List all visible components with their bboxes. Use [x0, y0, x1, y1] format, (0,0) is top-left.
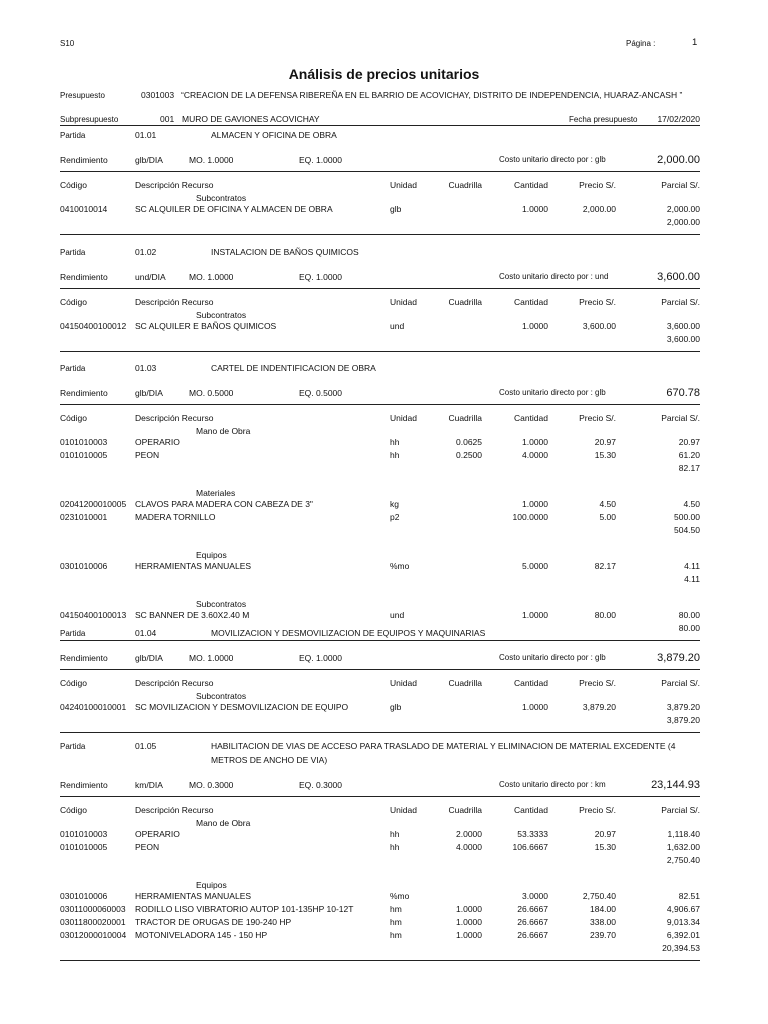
resource-unit: hm [390, 930, 402, 940]
resource-parcial: 500.00 [674, 512, 700, 522]
resource-cantidad: 1.0000 [522, 204, 548, 214]
rendimiento-unit: km/DIA [135, 780, 163, 790]
resource-cantidad: 26.6667 [517, 904, 548, 914]
partida-code: 01.03 [135, 363, 157, 373]
group-heading: Mano de Obra [196, 818, 251, 828]
col-descripcion: Descripción Recurso [135, 297, 214, 307]
mo-value: MO. 0.3000 [189, 780, 234, 790]
resource-parcial: 61.20 [678, 450, 700, 460]
group-heading: Subcontratos [196, 310, 247, 320]
costo-unitario-label: Costo unitario directo por : und [499, 272, 609, 281]
report-code: S10 [60, 39, 75, 48]
partida-code: 01.04 [135, 628, 157, 638]
col-precio: Precio S/. [579, 678, 616, 688]
resource-cantidad: 1.0000 [522, 321, 548, 331]
resource-parcial: 4.50 [683, 499, 700, 509]
resource-precio: 20.97 [594, 437, 616, 447]
col-unidad: Unidad [390, 678, 417, 688]
resource-precio: 2,750.40 [582, 891, 616, 901]
costo-unitario-value: 2,000.00 [657, 154, 700, 166]
resource-code: 03012000010004 [60, 930, 127, 940]
divider [60, 171, 700, 172]
col-codigo: Código [60, 413, 87, 423]
resource-cuadrilla: 1.0000 [456, 904, 482, 914]
resource-precio: 82.17 [594, 561, 616, 571]
group-heading: Equipos [196, 880, 227, 890]
resource-description: SC BANNER DE 3.60X2.40 M [135, 610, 250, 620]
resource-parcial: 20.97 [678, 437, 700, 447]
resource-cantidad: 1.0000 [522, 437, 548, 447]
col-unidad: Unidad [390, 413, 417, 423]
resource-precio: 239.70 [590, 930, 616, 940]
group-heading: Equipos [196, 550, 227, 560]
eq-value: EQ. 0.5000 [299, 388, 343, 398]
resource-description: SC ALQUILER DE OFICINA Y ALMACEN DE OBRA [135, 204, 333, 214]
resource-cuadrilla: 1.0000 [456, 917, 482, 927]
col-parcial: Parcial S/. [661, 297, 700, 307]
col-parcial: Parcial S/. [661, 413, 700, 423]
resource-code: 0101010003 [60, 437, 108, 447]
costo-unitario-label: Costo unitario directo por : glb [499, 388, 606, 397]
partida-code: 01.02 [135, 247, 157, 257]
resource-unit: hh [390, 437, 400, 447]
col-cantidad: Cantidad [513, 805, 548, 815]
resource-unit: hm [390, 904, 402, 914]
resource-cuadrilla: 2.0000 [456, 829, 482, 839]
page-number: 1 [692, 37, 698, 48]
divider [60, 669, 700, 670]
partida-title: ALMACEN Y OFICINA DE OBRA [211, 130, 337, 140]
resource-precio: 80.00 [594, 610, 616, 620]
divider [60, 796, 700, 797]
resource-description: SC MOVILIZACION Y DESMOVILIZACION DE EQUIPO [135, 702, 349, 712]
resource-code: 0101010005 [60, 450, 108, 460]
resource-description: HERRAMIENTAS MANUALES [135, 891, 252, 901]
resource-cantidad: 26.6667 [517, 930, 548, 940]
resource-unit: %mo [390, 561, 410, 571]
resource-parcial: 3,600.00 [666, 321, 700, 331]
divider [60, 125, 700, 126]
presupuesto-description: “CREACION DE LA DEFENSA RIBEREÑA EN EL BARRIO DE ACOVICHAY, DISTRITO DE INDEPENDENCIA, HUARAZ-ANCASH ” [181, 90, 683, 100]
resource-parcial: 1,118.40 [667, 829, 700, 839]
resource-code: 04150400100013 [60, 610, 127, 620]
resource-cantidad: 1.0000 [522, 499, 548, 509]
rendimiento-unit: glb/DIA [135, 388, 163, 398]
col-precio: Precio S/. [579, 180, 616, 190]
resource-description: CLAVOS PARA MADERA CON CABEZA DE 3" [135, 499, 313, 509]
resource-description: MADERA TORNILLO [135, 512, 216, 522]
resource-description: TRACTOR DE ORUGAS DE 190-240 HP [135, 917, 292, 927]
rendimiento-label: Rendimiento [60, 780, 108, 790]
resource-cantidad: 100.0000 [512, 512, 548, 522]
partida-title: MOVILIZACION Y DESMOVILIZACION DE EQUIPOS Y MAQUINARIAS [211, 628, 486, 638]
resource-precio: 15.30 [594, 450, 616, 460]
resource-unit: glb [390, 204, 402, 214]
resource-cuadrilla: 1.0000 [456, 930, 482, 940]
col-unidad: Unidad [390, 180, 417, 190]
col-descripcion: Descripción Recurso [135, 805, 214, 815]
costo-unitario-value: 3,600.00 [657, 271, 700, 283]
col-precio: Precio S/. [579, 297, 616, 307]
resource-code: 0101010005 [60, 842, 108, 852]
partida-title: HABILITACION DE VIAS DE ACCESO PARA TRASLADO DE MATERIAL Y ELIMINACION DE MATERIAL EXCEDENTE (4 [211, 741, 676, 751]
partida-label: Partida [60, 364, 86, 373]
divider [60, 640, 700, 641]
resource-unit: p2 [390, 512, 400, 522]
costo-unitario-value: 3,879.20 [657, 652, 700, 664]
eq-value: EQ. 1.0000 [299, 272, 343, 282]
mo-value: MO. 0.5000 [189, 388, 234, 398]
group-subtotal: 3,879.20 [666, 715, 700, 725]
resource-parcial: 6,392.01 [666, 930, 700, 940]
resource-description: OPERARIO [135, 437, 180, 447]
resource-description: MOTONIVELADORA 145 - 150 HP [135, 930, 268, 940]
subpresupuesto-code: 001 [160, 114, 175, 124]
resource-cantidad: 3.0000 [522, 891, 548, 901]
resource-cuadrilla: 0.0625 [456, 437, 482, 447]
col-cantidad: Cantidad [513, 180, 548, 190]
mo-value: MO. 1.0000 [189, 272, 234, 282]
col-cuadrilla: Cuadrilla [448, 678, 482, 688]
resource-cantidad: 26.6667 [517, 917, 548, 927]
resource-code: 04150400100012 [60, 321, 127, 331]
col-descripcion: Descripción Recurso [135, 180, 214, 190]
resource-cantidad: 1.0000 [522, 702, 548, 712]
eq-value: EQ. 1.0000 [299, 155, 343, 165]
col-precio: Precio S/. [579, 805, 616, 815]
resource-description: SC ALQUILER E BAÑOS QUIMICOS [135, 321, 277, 331]
col-parcial: Parcial S/. [661, 180, 700, 190]
rendimiento-unit: und/DIA [135, 272, 166, 282]
resource-cantidad: 106.6667 [512, 842, 548, 852]
partida-label: Partida [60, 248, 86, 257]
resource-description: HERRAMIENTAS MANUALES [135, 561, 252, 571]
col-descripcion: Descripción Recurso [135, 413, 214, 423]
col-cuadrilla: Cuadrilla [448, 413, 482, 423]
divider [60, 960, 700, 961]
resource-unit: hh [390, 829, 400, 839]
partida-title: INSTALACION DE BAÑOS QUIMICOS [211, 247, 359, 257]
resource-code: 03011000060003 [60, 904, 126, 914]
resource-parcial: 82.51 [678, 891, 700, 901]
resource-precio: 5.00 [599, 512, 616, 522]
col-cuadrilla: Cuadrilla [448, 180, 482, 190]
partida-label: Partida [60, 742, 86, 751]
resource-precio: 184.00 [590, 904, 616, 914]
presupuesto-code: 0301003 [141, 90, 175, 100]
mo-value: MO. 1.0000 [189, 653, 234, 663]
col-codigo: Código [60, 678, 87, 688]
group-subtotal: 2,750.40 [666, 855, 700, 865]
partida-code: 01.05 [135, 741, 157, 751]
resource-unit: kg [390, 499, 399, 509]
costo-unitario-value: 670.78 [666, 387, 700, 399]
presupuesto-label: Presupuesto [60, 91, 105, 100]
divider [60, 288, 700, 289]
group-subtotal: 4.11 [684, 574, 700, 584]
col-codigo: Código [60, 180, 87, 190]
resource-precio: 15.30 [594, 842, 616, 852]
mo-value: MO. 1.0000 [189, 155, 234, 165]
resource-precio: 4.50 [599, 499, 616, 509]
col-unidad: Unidad [390, 297, 417, 307]
costo-unitario-label: Costo unitario directo por : glb [499, 653, 606, 662]
resource-cantidad: 53.3333 [517, 829, 548, 839]
resource-unit: glb [390, 702, 402, 712]
resource-precio: 3,600.00 [582, 321, 616, 331]
rendimiento-label: Rendimiento [60, 272, 108, 282]
resource-parcial: 3,879.20 [666, 702, 700, 712]
resource-unit: und [390, 610, 405, 620]
group-subtotal: 504.50 [674, 525, 700, 535]
col-cantidad: Cantidad [513, 678, 548, 688]
group-subtotal: 80.00 [678, 623, 700, 633]
resource-code: 04240100010001 [60, 702, 127, 712]
group-heading: Subcontratos [196, 193, 247, 203]
col-parcial: Parcial S/. [661, 805, 700, 815]
col-cuadrilla: Cuadrilla [448, 805, 482, 815]
resource-parcial: 4.11 [684, 561, 700, 571]
resource-code: 0410010014 [60, 204, 108, 214]
resource-parcial: 1,632.00 [666, 842, 700, 852]
resource-unit: %mo [390, 891, 410, 901]
divider [60, 404, 700, 405]
costo-unitario-label: Costo unitario directo por : glb [499, 155, 606, 164]
col-codigo: Código [60, 805, 87, 815]
resource-unit: hm [390, 917, 402, 927]
col-cantidad: Cantidad [513, 297, 548, 307]
group-heading: Materiales [196, 488, 236, 498]
resource-cuadrilla: 4.0000 [456, 842, 482, 852]
rendimiento-unit: glb/DIA [135, 653, 163, 663]
resource-precio: 3,879.20 [582, 702, 616, 712]
divider [60, 234, 700, 235]
resource-unit: hh [390, 842, 400, 852]
resource-code: 0231010001 [60, 512, 108, 522]
page-title: Análisis de precios unitarios [288, 66, 480, 82]
partida-code: 01.01 [135, 130, 157, 140]
col-precio: Precio S/. [579, 413, 616, 423]
col-cuadrilla: Cuadrilla [448, 297, 482, 307]
group-subtotal: 82.17 [678, 463, 700, 473]
subpresupuesto-description: MURO DE GAVIONES ACOVICHAY [182, 114, 320, 124]
group-subtotal: 20,394.53 [662, 943, 700, 953]
resource-precio: 338.00 [590, 917, 616, 927]
rendimiento-label: Rendimiento [60, 653, 108, 663]
resource-precio: 2,000.00 [582, 204, 616, 214]
page-label: Página : [626, 39, 656, 48]
partida-title: CARTEL DE INDENTIFICACION DE OBRA [211, 363, 376, 373]
resource-description: PEON [135, 842, 160, 852]
resource-code: 03011800020001 [60, 917, 126, 927]
resource-code: 02041200010005 [60, 499, 127, 509]
resource-cantidad: 5.0000 [522, 561, 548, 571]
rendimiento-label: Rendimiento [60, 155, 108, 165]
costo-unitario-value: 23,144.93 [651, 779, 700, 791]
resource-unit: hh [390, 450, 400, 460]
resource-cantidad: 4.0000 [522, 450, 548, 460]
resource-parcial: 80.00 [678, 610, 700, 620]
resource-parcial: 9,013.34 [666, 917, 700, 927]
partida-label: Partida [60, 629, 86, 638]
resource-code: 0301010006 [60, 561, 108, 571]
eq-value: EQ. 1.0000 [299, 653, 343, 663]
resource-precio: 20.97 [594, 829, 616, 839]
col-cantidad: Cantidad [513, 413, 548, 423]
subpresupuesto-label: Subpresupuesto [60, 115, 119, 124]
rendimiento-label: Rendimiento [60, 388, 108, 398]
fecha-label: Fecha presupuesto [569, 115, 638, 124]
resource-parcial: 2,000.00 [666, 204, 700, 214]
resource-description: PEON [135, 450, 160, 460]
col-codigo: Código [60, 297, 87, 307]
col-unidad: Unidad [390, 805, 417, 815]
resource-description: RODILLO LISO VIBRATORIO AUTOP 101-135HP 10-12T [135, 904, 354, 914]
group-heading: Subcontratos [196, 691, 247, 701]
col-descripcion: Descripción Recurso [135, 678, 214, 688]
costo-unitario-label: Costo unitario directo por : km [499, 780, 606, 789]
eq-value: EQ. 0.3000 [299, 780, 343, 790]
resource-cantidad: 1.0000 [522, 610, 548, 620]
divider [60, 732, 700, 733]
fecha-value: 17/02/2020 [657, 114, 700, 124]
resource-cuadrilla: 0.2500 [456, 450, 482, 460]
partida-title-cont: METROS DE ANCHO DE VIA) [211, 755, 328, 765]
group-subtotal: 2,000.00 [666, 217, 700, 227]
divider [60, 351, 700, 352]
resource-code: 0101010003 [60, 829, 108, 839]
group-subtotal: 3,600.00 [666, 334, 700, 344]
resource-parcial: 4,906.67 [666, 904, 700, 914]
col-parcial: Parcial S/. [661, 678, 700, 688]
partida-label: Partida [60, 131, 86, 140]
resource-description: OPERARIO [135, 829, 180, 839]
group-heading: Subcontratos [196, 599, 247, 609]
resource-unit: und [390, 321, 405, 331]
rendimiento-unit: glb/DIA [135, 155, 163, 165]
group-heading: Mano de Obra [196, 426, 251, 436]
resource-code: 0301010006 [60, 891, 108, 901]
